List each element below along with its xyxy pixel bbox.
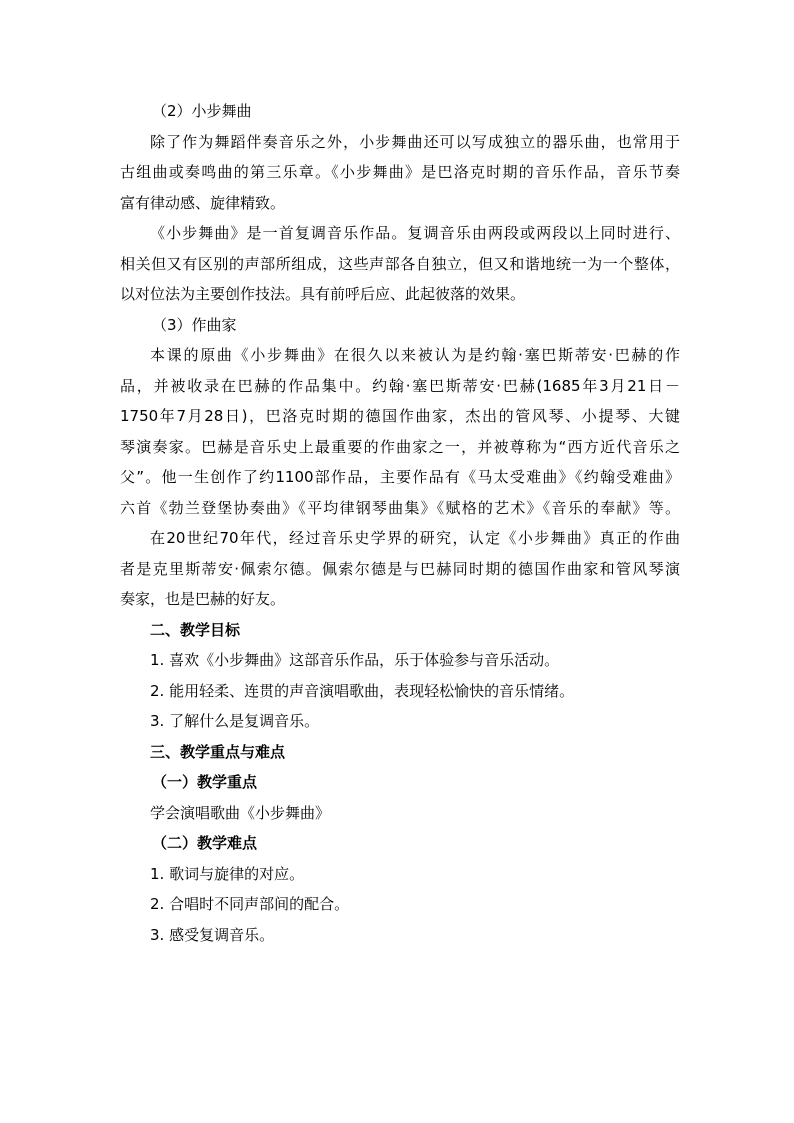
section-heading: 三、教学重点与难点 (150, 742, 286, 761)
paragraph-line: 1. 歌词与旋律的对应。 (150, 864, 305, 883)
paragraph-line: 1. 喜欢《小步舞曲》这部音乐作品，乐于体验参与音乐活动。 (150, 651, 560, 669)
paragraph-line: 3. 感受复调音乐。 (150, 925, 275, 944)
paragraph-line: 在20世纪70年代，经过音乐史学界的研究，认定《小步舞曲》真正的作曲 (150, 529, 680, 547)
paragraph-line: 以对位法为主要创作技法。具有前呼后应、此起彼落的效果。 (120, 285, 526, 303)
paragraph-line: 者是克里斯蒂安·佩索尔德。佩索尔德是与巴赫同时期的德国作曲家和管风琴演 (120, 559, 680, 578)
paragraph-line: 2. 能用轻柔、连贯的声音演唱歌曲，表现轻松愉快的音乐情绪。 (150, 681, 575, 700)
paragraph-line: （2）小步舞曲 (152, 102, 252, 120)
paragraph-line: 六首《勃兰登堡协奏曲》《平均律钢琴曲集》《赋格的艺术》《音乐的奉献》等。 (120, 498, 680, 517)
paragraph-line: 品，并被收录在巴赫的作品集中。约翰·塞巴斯蒂安·巴赫(1685年3月21日－ (120, 376, 680, 395)
paragraph-line: （3）作曲家 (152, 315, 237, 334)
paragraph-line: 相关但又有区别的声部所组成，这些声部各自独立，但又和谐地统一为一个整体， (120, 254, 680, 273)
paragraph-line: 本课的原曲《小步舞曲》在很久以来被认为是约翰·塞巴斯蒂安·巴赫的作 (150, 346, 680, 364)
paragraph-line: 琴演奏家。巴赫是音乐史上最重要的作曲家之一，并被尊称为“西方近代音乐之 (120, 437, 680, 456)
paragraph-line: 富有律动感、旋律精致。 (120, 193, 286, 212)
section-heading: （一）教学重点 (152, 773, 258, 791)
paragraph-line: 《小步舞曲》是一首复调音乐作品。复调音乐由两段或两段以上同时进行、 (150, 224, 680, 242)
paragraph-line: 除了作为舞蹈伴奏音乐之外，小步舞曲还可以写成独立的器乐曲，也常用于 (150, 132, 680, 151)
document-body (120, 96, 680, 950)
section-heading: 二、教学目标 (150, 620, 241, 639)
paragraph-line: 学会演唱歌曲《小步舞曲》 (150, 803, 331, 822)
paragraph-line: 奏家，也是巴赫的好友。 (120, 590, 286, 608)
paragraph-line: 父”。他一生创作了约1100部作品，主要作品有《马太受难曲》《约翰受难曲》 (120, 468, 680, 486)
paragraph-line: 2. 合唱时不同声部间的配合。 (150, 895, 350, 913)
paragraph-line: 3. 了解什么是复调音乐。 (150, 712, 320, 730)
paragraph-line: 1750年7月28日)，巴洛克时期的德国作曲家，杰出的管风琴、小提琴、大键 (120, 407, 680, 425)
paragraph-line: 古组曲或奏鸣曲的第三乐章。《小步舞曲》是巴洛克时期的音乐作品，音乐节奏 (120, 163, 680, 181)
section-heading: （二）教学难点 (152, 834, 258, 852)
